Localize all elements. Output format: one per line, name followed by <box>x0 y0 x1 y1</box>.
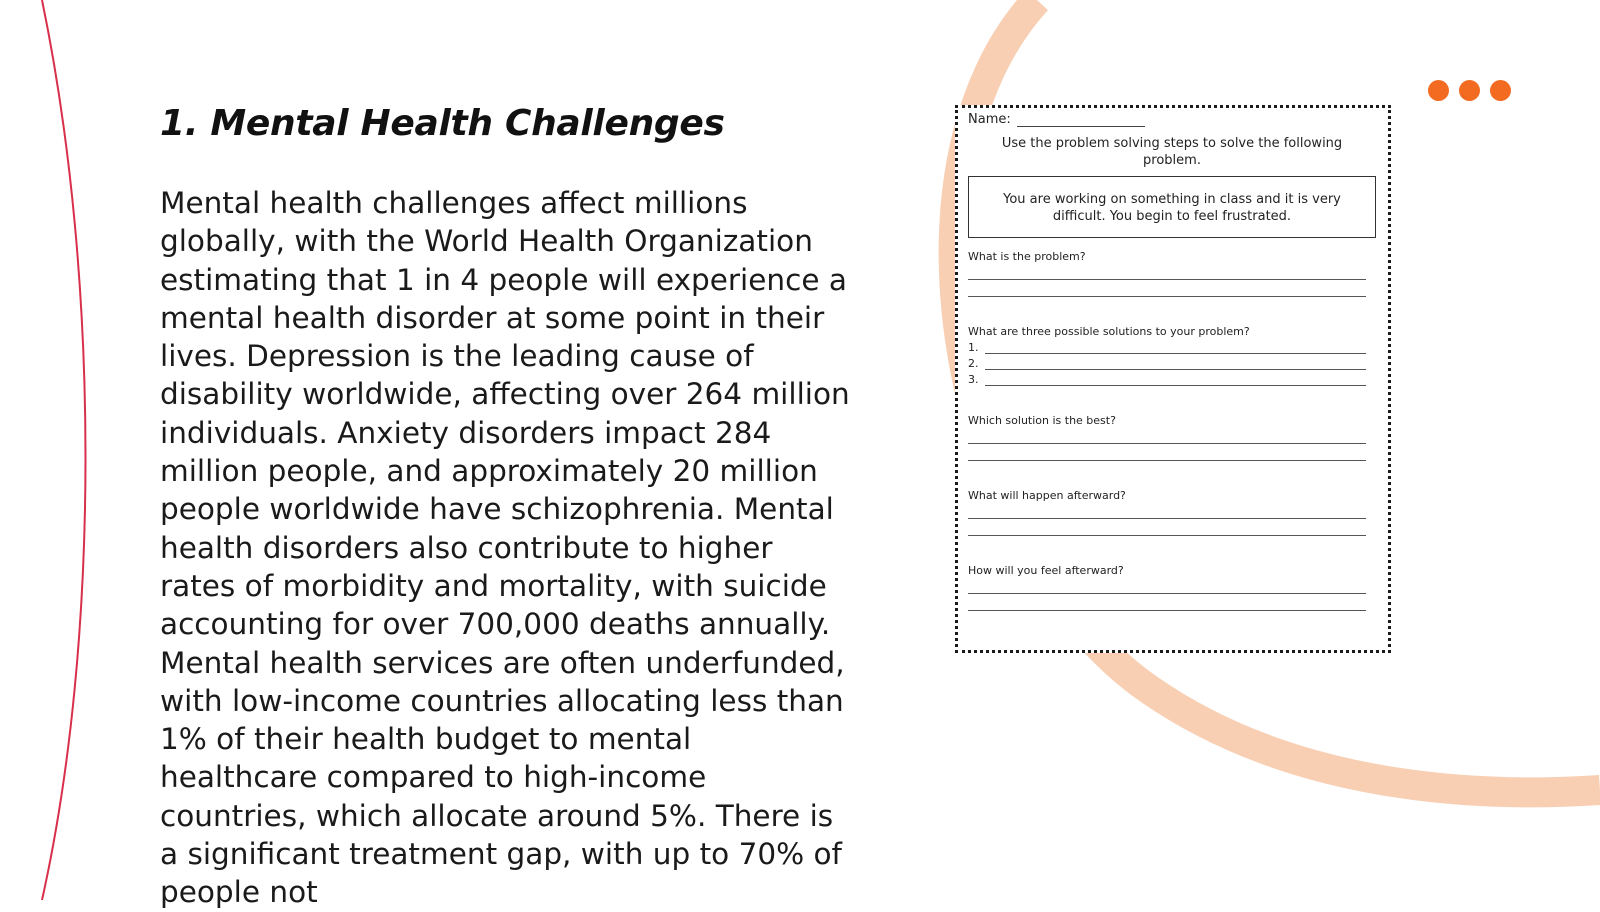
numbered-answer: 3. <box>968 370 1366 386</box>
answer-line <box>968 444 1366 461</box>
menu-dots-icon <box>1428 80 1511 101</box>
worksheet-scenario-box: You are working on something in class and it is very difficult. You begin to feel frustrated. <box>968 176 1376 238</box>
worksheet-name-row <box>968 112 1376 127</box>
answer-line <box>968 427 1366 444</box>
worksheet-image <box>955 105 1391 653</box>
worksheet-name-label: Name: <box>968 112 1011 127</box>
answer-line <box>968 280 1366 297</box>
slide-body-text: Mental health challenges affect millions globally, with the World Health Organization estimating that 1 in 4 people will experience a mental health disorder at some point in their lives. Depression is the leading cause of disability worldwide, affecting over 264 million individuals. Anxiety disorders impact 284 million people, and approximately 20 million people worldwide have schizophrenia. Mental health disorders also contribute to higher rates of morbidity and mortality, with suicide accounting for over 700,000 deaths annually. Mental health services are often underfunded, with low-income countries allocating less than 1% of their health budget to mental healthcare compared to high-income countries, which allocate around 5%. There is a significant treatment gap, with up to 70% of people not <box>160 186 850 910</box>
answer-line <box>968 502 1366 519</box>
answer-line <box>968 519 1366 536</box>
left-red-curve <box>42 0 86 900</box>
answer-line <box>968 263 1366 280</box>
worksheet-question: What are three possible solutions to your problem? <box>968 325 1250 338</box>
slide-title: 1. Mental Health Challenges <box>160 103 725 144</box>
worksheet-instructions: Use the problem solving steps to solve the following problem. <box>1001 136 1343 168</box>
answer-line <box>968 594 1366 611</box>
name-blank <box>1017 114 1145 127</box>
numbered-answer: 1. <box>968 338 1366 354</box>
worksheet-question: How will you feel afterward? <box>968 564 1124 577</box>
answer-line <box>968 577 1366 594</box>
numbered-answer: 2. <box>968 354 1366 370</box>
worksheet-question: What will happen afterward? <box>968 489 1126 502</box>
worksheet-question: Which solution is the best? <box>968 414 1116 427</box>
worksheet-question: What is the problem? <box>968 250 1086 263</box>
